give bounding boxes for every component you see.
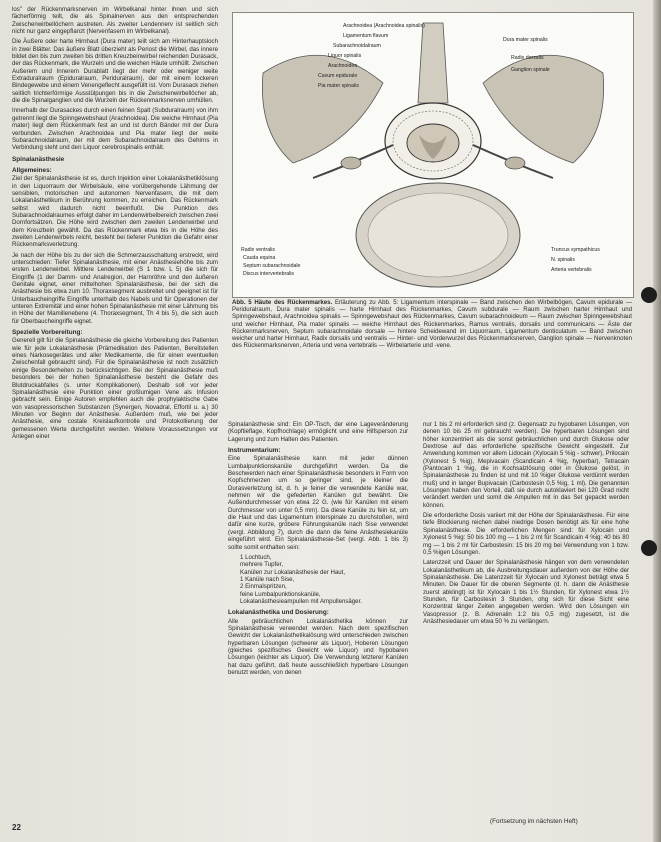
- list-item: feine Lumbalpunktionskanüle,: [240, 590, 321, 598]
- text-column-1: [12, 6, 218, 443]
- continuation-note: (Fortsetzung im nächsten Heft): [490, 818, 578, 825]
- figure-label: Ganglion spinale: [511, 67, 550, 73]
- spinal-ganglion-left: [341, 157, 361, 169]
- list-item: Kanülen zur Lokalanästhesie der Haut,: [240, 568, 346, 576]
- paragraph: nur 1 bis 2 ml erforderlich sind (z. Gegensatz zu hypobaren Lösungen, von denen 10 bis 25 ml gebraucht werden). Die hyperbaren Lösungen sind höher konzentriert als die sonst gebräuchlichen und durch Glukose oder Dextrose auf das erforderliche spezifische Gewicht eingestellt. Zur Anwendung kommen vor allem Lidocain (Xylocain 5 %ig - schwer), Prilocain (Xylonest 5 %ig), Mepivacain (Scandicain 4 %ig, hyperbar), Tetracain (Pantocain 1 %ig, die in Kochsalzlösung oder in Glukose gelöst, in Spinalanästhesie zu finden ist und mit 10 %iger Glukose verdünnt werden muß) und in langer Bupivacain (Carbostesin 0,5 %ig, 1 ml). Die genannten Lösungen haben den Vorteil, daß sie durch autoklaviert bei 120 Grad nicht verändert werden und somit die Ampullen mit in das Set gepackt werden können.: [423, 421, 629, 509]
- figure-number: Abb. 5: [232, 299, 252, 306]
- list-item: 1 Lochtuch,: [240, 553, 272, 561]
- figure-label: Arachnoidea: [328, 63, 358, 69]
- instrument-list: [240, 554, 408, 605]
- figure-label: Ligamentum flavum: [343, 33, 389, 39]
- figure-label: Liquor spinalis: [328, 53, 362, 59]
- paragraph: Eine Spinalanästhesie kann mit jeder dünnen Lumbalpunktionskanüle durchgeführt werden. Da die Beschwerden nach einer Spinalanästhesie besonders in Form von Kopfschmerzen um so geringer sind, je kleiner die Durasverletzung ist, d. h. je feiner die verwendete Kanüle war, nehmen wir die gefederten Kanülen gut bewährt. Die Außendurchmesser von etwa 22 G. (wie für Kanülen mit einem Durchmesser von unter 0,5 mm). Da diese Kanüle zu fein ist, um die Haut und das Ligamentum interspinale zu durchstoßen, wird dafür eine kurze, gröbere Führungskanüle nach Sise verwendet (vergl. Abbildung 7), durch die dann die feine Anästhesiekanüle eingeführt wird. Ein Spinalanästhesie-Set (vergl. Abb. 1 bis 3) sollte somit enthalten sein:: [228, 455, 408, 551]
- paragraph: Die Äußere oder harte Hirnhaut (Dura mater) teilt sich am Hinterhauptsloch in zwei Blätter. Das äußere Blatt überzieht als Periost die Wirbel, das innere bildet den bis zum zweiten bis dritten Kreuzbeinwirbel reichenden Durasack, der das Rückenmark, die Wurzeln und die weichen Häute umhüllt. Zwischen Außerem und Innerem Durablatt liegt der mehr oder weniger weite Extraduralraum (Epiduralraum, Periduralraum), der mit einem lockeren Bindegewebe und einem Venengeflecht ausgefüllt ist. Vom Durasack ziehen seitlich trichterförmige Ausstülpungen bis in die Zwischenwirbellöcher ab, die die Spinalganglien und die Wurzeln der Rückenmarksnerven umhüllen.: [12, 38, 218, 105]
- paragraph: Generell gilt für die Spinalanästhesie die gleiche Vorbereitung des Patienten wie für jede Lokalanästhesie (Prämedikation des Patienten, Bereitstellen eines Narkosegerätes und aller Medikamente, die für einen eventuellen Zwischenfall gebraucht sind). Für die Spinalanästhesie ist noch zusätzlich einige Besonderheiten zu berücksichtigen. Bei der Spinalanästhesie muß besonders bei der hohen Spinalanästhesie besteht die Gefahr des Blutdruckabfalles (s. unter Komplikationen). Deshalb soll vor jeder Spinalanästhesie eine Punktion einer großlumigen Vene als Infusion gebracht sein. Einige Autoren empfehlen auch die prophylaktische Gabe von vasopressorischen Substanzen (Synergen, Novadral, Effortil u. a.) 30 Minuten vor Beginn der Anästhesie. Außerdem muß, wie bei jeder Anästhesie, eine costale Kreislaufkontrolle und Protokollierung der gemessenen Werte durchgeführt werden. Weitere Voraussetzungen vor Anlegen einer: [12, 337, 218, 440]
- list-item: 2 Einmalspritzen,: [240, 583, 287, 591]
- paragraph: Innerhalb der Durasackes durch einen feinen Spalt (Subduralraum) von ihm getrennt liegt die Spinngewebshaut (Arachnoidea). Die weiche Hirnhaut (Pia mater) liegt dem Rückenmark fest an und ist durch Bänder mit der Dura verbunden. Zwischen Arachnoidea und Pia mater liegt der weite Subarachnoidalraum, der mit dem Subarachnoidalraum des Gehirns in Verbindung steht und den Liquor cerebrospinalis enthält.: [12, 107, 218, 152]
- figure-label: Discus intervertebralis: [243, 271, 295, 277]
- subsection-heading: Spezielle Vorbereitung:: [12, 329, 83, 337]
- figure-label: Pia mater spinalis: [318, 83, 359, 89]
- caption-text: Erläuterung zu Abb. 5: Ligamentum interspinale — Band zwischen den Wirbelbögen, Cavum epidurale — Periduralraum, Dura mater spinalis — harte Hirnhaut des Rückenmarkes, Cavum subdurale — Raum zwischen harter Hirnhaut und Spinngewebshaut, Arachnoidea spinalis — Spinngewebshaut des Rückenmarkes, Cavum subarachnoideum — Raum zwischen Spinngewebshaut und weicher Hirnhaut, Pia mater spinalis — weiche Hirnhaut des Rückenmarkes, Ramus ventralis, dorsalis und communicans — Äste der Rückenmarksnerven, Septum subarachnoidale dorsale — hintere Scheidewand im Liquorraum, Ligamentum denticulatum — Band zwischen weicher und harter Hirnhaut, Radix dorsalis und ventralis — Hinter- und Vorderwurzel des Rückenmarksnerven, Ganglion spinale — Nervenknoten des Rückenmarksnerven, Arteria und vena vertebralis — Wirbelarterie und -vene.: [232, 299, 633, 350]
- intervertebral-disc: [368, 193, 508, 277]
- section-heading: Spinalanästhesie: [12, 155, 65, 163]
- section-heading: Lokalanästhetika und Dosierung:: [228, 609, 329, 617]
- text-column-2: [228, 421, 408, 679]
- figure-label: Septum subarachnoidale: [243, 263, 301, 269]
- spinal-ganglion-right: [505, 157, 525, 169]
- figure-label: Cavum epidurale: [318, 73, 358, 79]
- figure-label: Arachnoidea (Arachnoidea spinalis): [343, 23, 425, 29]
- list-item: Lokalanästhesieampullen mit Ampullensäger.: [240, 597, 362, 605]
- paragraph: Spinalanästhesie sind: Ein OP-Tisch, der eine Lageveränderung (Kopftieflage, Kopfhochlage) ermöglicht und eine Hilfsperson zur Lagerung und zum Halten des Patienten.: [228, 421, 408, 443]
- figure-label: Radix dorsalis: [511, 55, 544, 61]
- page-number: 22: [12, 823, 21, 832]
- page-edge-shadow: [653, 0, 661, 842]
- figure-caption: [232, 299, 632, 349]
- list-item: 1 Kanüle nach Sise,: [240, 575, 295, 583]
- muscle-left: [262, 55, 383, 163]
- binder-hole: [641, 540, 657, 556]
- subsection-heading: Allgemeines:: [12, 166, 52, 174]
- paragraph: Latenzzeit und Dauer der Spinalanästhesie hängen von dem verwendeten Lokalanästhetikum ab, die Ausbreitungsdauer außerdem von der Höhe der Spinalanästhesie. Die Latenzzeit für Xylocain und Xylonest beträgt etwa 5 Minuten. Die Dauer für die oberen Segmente (d. h. dann die Anästhesie zuerst abklingt) ist für Xylocain 1 bis 1½ Stunden, für Xylonest etwa 1½ Stunden, für Carbostesin 3 Stunden, ohg sich für diese Sicht eine Konzentrat länger Zeiten angegeben werden. Wird den Lösungen ein Vasopressor (z. B. Adrenalin 1:2 bis 0,5 mg) zugesetzt, ist die Anästhesiedauer um etwa 50 % zu verlängern.: [423, 559, 629, 625]
- anatomy-figure: [232, 12, 634, 298]
- paragraph: Alle gebräuchlichen Lokalanästhetika können zur Spinalanästhesie verwendet werden. Nach dem spezifischen Gewicht der Lokalanästhetikalösung wird unterschieden zwischen hyperbaren Lösungen (schwerer als Liquor), Hoberen Lösungen (gleiches spezifisches Gewicht wie Liquor) und hypobaren Lösungen (leichter als Liquor). Die Verwendung letzterer Kanülen hat dazu geführt, daß heute ausschließlich hyperbare Lösungen benutzt werden, von denen: [228, 617, 408, 676]
- spinal-cross-section-illustration: [233, 13, 633, 297]
- list-item: mehrere Tupfer,: [240, 561, 284, 569]
- figure-label: Truncus sympathicus: [551, 247, 600, 253]
- figure-label: N. spinalis: [551, 257, 575, 263]
- binder-hole: [641, 287, 657, 303]
- figure-label: Radix ventralis: [241, 247, 276, 253]
- spinous-process: [418, 23, 448, 103]
- paragraph: Ziel der Spinalanästhesie ist es, durch Injektion einer Lokalanästhetiklösung in den Liquorraum der Wirbelsäule, eine vorübergehende Lähmung der sensiblen, motorischen und autonomen Nervenfasern, die mit dem Lokalanästhetikum in Berührung kommen, zu erreichen. Das Rückenmark selbst wird dadurch nicht beeinflußt. Die Punktion des Subarachnoidalraumes erfolgt daher im Lendenwirbelbereich zwischen zwei Dornfortsätzen. Die Höhe wird zwischen dem zweiten Lendenwirbel und dem Kreuzbein gewählt. Da das Rückenmark etwa bis in die Höhe des zweiten Lendenwirbels reicht, besteht bei tieferer Punktion die Gefahr einer Rückenmarksverletzung.: [12, 175, 218, 249]
- text-column-3: [423, 421, 629, 628]
- figure-title: Häute des Rückenmarkes.: [254, 299, 333, 306]
- section-heading: Instrumentarium:: [228, 447, 281, 455]
- figure-label: Subarachnoidalraum: [333, 43, 381, 49]
- figure-label: Cauda equina: [243, 255, 276, 261]
- paragraph: los" der Rückenmarksnerven im Wirbelkanal hinter ihnen und sich fächerförmig teilt, die als Spinalnerven aus den entsprechenden Zwischenwirbellöchern austreten. Als zweiter Lendennerv ist seitlich sich nicht nur ganz eingepflanzt (Nervenfasern im Wirbelkanal).: [12, 6, 218, 36]
- paragraph: Die erforderliche Dosis variiert mit der Höhe der Spinalanästhesie. Für eine tiefe Blockierung reichen dabei niedrige Dosen benötigt als für eine hohe Spinalanästhesie. Die erforderlichen Mengen sind: für Xylocain und Xylonest 5 %ig: 50 bis 100 mg — 1 bis 2 ml für Scandicain 4 %ig: 40 bis 80 mg — 1 bis 2 ml für Carbostesin: 15 bis 20 mg bei Verwendung von 1 bzw. 0,5 %igen Lösungen.: [423, 512, 629, 556]
- figure-label: Arteria vertebralis: [551, 267, 592, 273]
- paragraph: Je nach der Höhe bis zu der sich die Schmerzausschaltung erstreckt, wird unterschieden: Tiefer Spinalanästhesie, mit einer Anästhesiehöhe bis zum ersten Lendenwirbel. Mittlere Lendenwirbel (S 1 bzw. L 5) die sich für Eingriffe (1 der Damm- und Analregion, der Harnröhre und den äußeren Genitale eignet, einer mittelhohen Spinalanästhesie, bei der sich die Anästhesie bis etwa zum 10. Thoraxsegment ausbreitet und geeignet ist für Unterbaucheingriffe Eingriffe unterhalb des Nabels und für Operationen der unteren Extremität und einer hohen Spinalanästhesie mit einer Lähmung bis in Höhe der Mamillenebene (4. Thoraxsegment, Th 4 bis 5), die sich auch für Oberbaucheingriffe eignet.: [12, 251, 218, 325]
- figure-label: Dura mater spinalis: [503, 37, 548, 43]
